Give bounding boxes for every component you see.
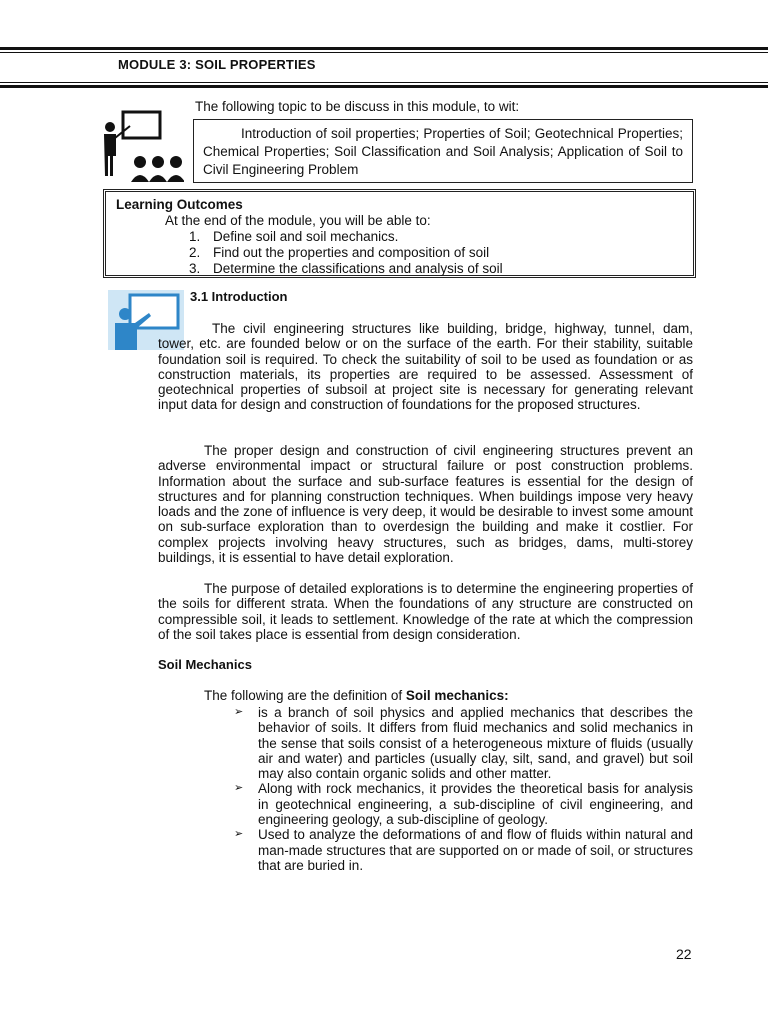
learning-outcomes-subtitle: At the end of the module, you will be able to: <box>165 213 431 228</box>
teacher-with-audience-icon <box>100 110 184 186</box>
header-rule-bottom-thin <box>0 82 768 83</box>
topics-box <box>193 119 693 183</box>
arrow-bullet-icon: ➢ <box>234 782 244 795</box>
header-rule-top-thin <box>0 52 768 53</box>
topics-box-text: Introduction of soil properties; Properties of Soil; Geotechnical Properties; Chemical Properties; Soil Classification and Soil Analysis; Application of Soil to Civil Engineering Problem <box>203 126 683 177</box>
list-item: 1. Define soil and soil mechanics. <box>189 229 399 244</box>
section-heading-soil-mechanics: Soil Mechanics <box>158 657 252 672</box>
intro-paragraph-3: The purpose of detailed explorations is to determine the engineering properties of the soils for different strata. When the foundations of any structure are constructed on compressible soil, it leads to settlement. Knowledge of the rate at which the compression of the soil takes place is essential from design consideration. <box>158 581 693 642</box>
list-item: 2. Find out the properties and composition of soil <box>189 245 490 260</box>
arrow-bullet-icon: ➢ <box>234 706 244 718</box>
learning-outcomes-title: Learning Outcomes <box>116 197 243 212</box>
learning-outcomes-list <box>116 229 683 277</box>
intro-paragraph-1: The civil engineering structures like building, bridge, highway, tunnel, dam, tower, etc. are founded below or on the surface of the earth. For their stability, suitable foundation soil is required. To check the suitability of soil to be used as foundation or as construction materials, its properties are required to be assessed. Assessment of geotechnical properties of subsoil at project site is necessary for generating relevant input data for design and construction of foundations for the proposed structures. <box>158 321 693 413</box>
section-heading-introduction: 3.1 Introduction <box>190 289 288 304</box>
list-item: ➢ Used to analyze the deformations of and flow of fluids within natural and man-made structures that are supported on or made of soil, or structures that are buried in. <box>234 827 693 873</box>
module-title: MODULE 3: SOIL PROPERTIES <box>118 57 316 72</box>
list-item: ➢ is a branch of soil physics and applied mechanics that describes the behavior of soils. It differs from fluid mechanics and solid mechanics in the sense that soils consist of a heterogeneous mixture of fluids (usually air and water) and particles (usually clay, silt, sand, and gravel) but soil may also contain organic solids and other matter. <box>234 705 693 782</box>
header-rule-bottom <box>0 85 768 88</box>
list-item: 3. Determine the classifications and analysis of soil <box>189 261 503 276</box>
soil-mechanics-bullets <box>234 705 693 873</box>
page-number: 22 <box>676 946 692 962</box>
arrow-bullet-icon: ➢ <box>234 828 244 841</box>
intro-paragraph-2: The proper design and construction of civil engineering structures prevent an adverse environmental impact or structural failure or post construction problems. Information about the surface and sub-surface features is essential for the design of structures and for planning construction techniques. When buildings impose very heavy loads and the zone of influence is very deep, it would be desirable to invest some amount on sub-surface exploration than to overdesign the building and make it costlier. For complex projects involving heavy structures, such as bridges, dams, multi-storey buildings, it is essential to have detail exploration. <box>158 443 693 566</box>
list-item: ➢ Along with rock mechanics, it provides the theoretical basis for analysis in geotechnical engineering, a sub-discipline of civil engineering, and engineering geology, a sub-discipline of geology. <box>234 781 693 828</box>
learning-outcomes-box <box>103 189 696 278</box>
header-rule-top <box>0 47 768 50</box>
topics-intro: The following topic to be discuss in this module, to wit: <box>195 99 520 114</box>
definition-line: The following are the definition of Soil mechanics: <box>204 688 509 703</box>
